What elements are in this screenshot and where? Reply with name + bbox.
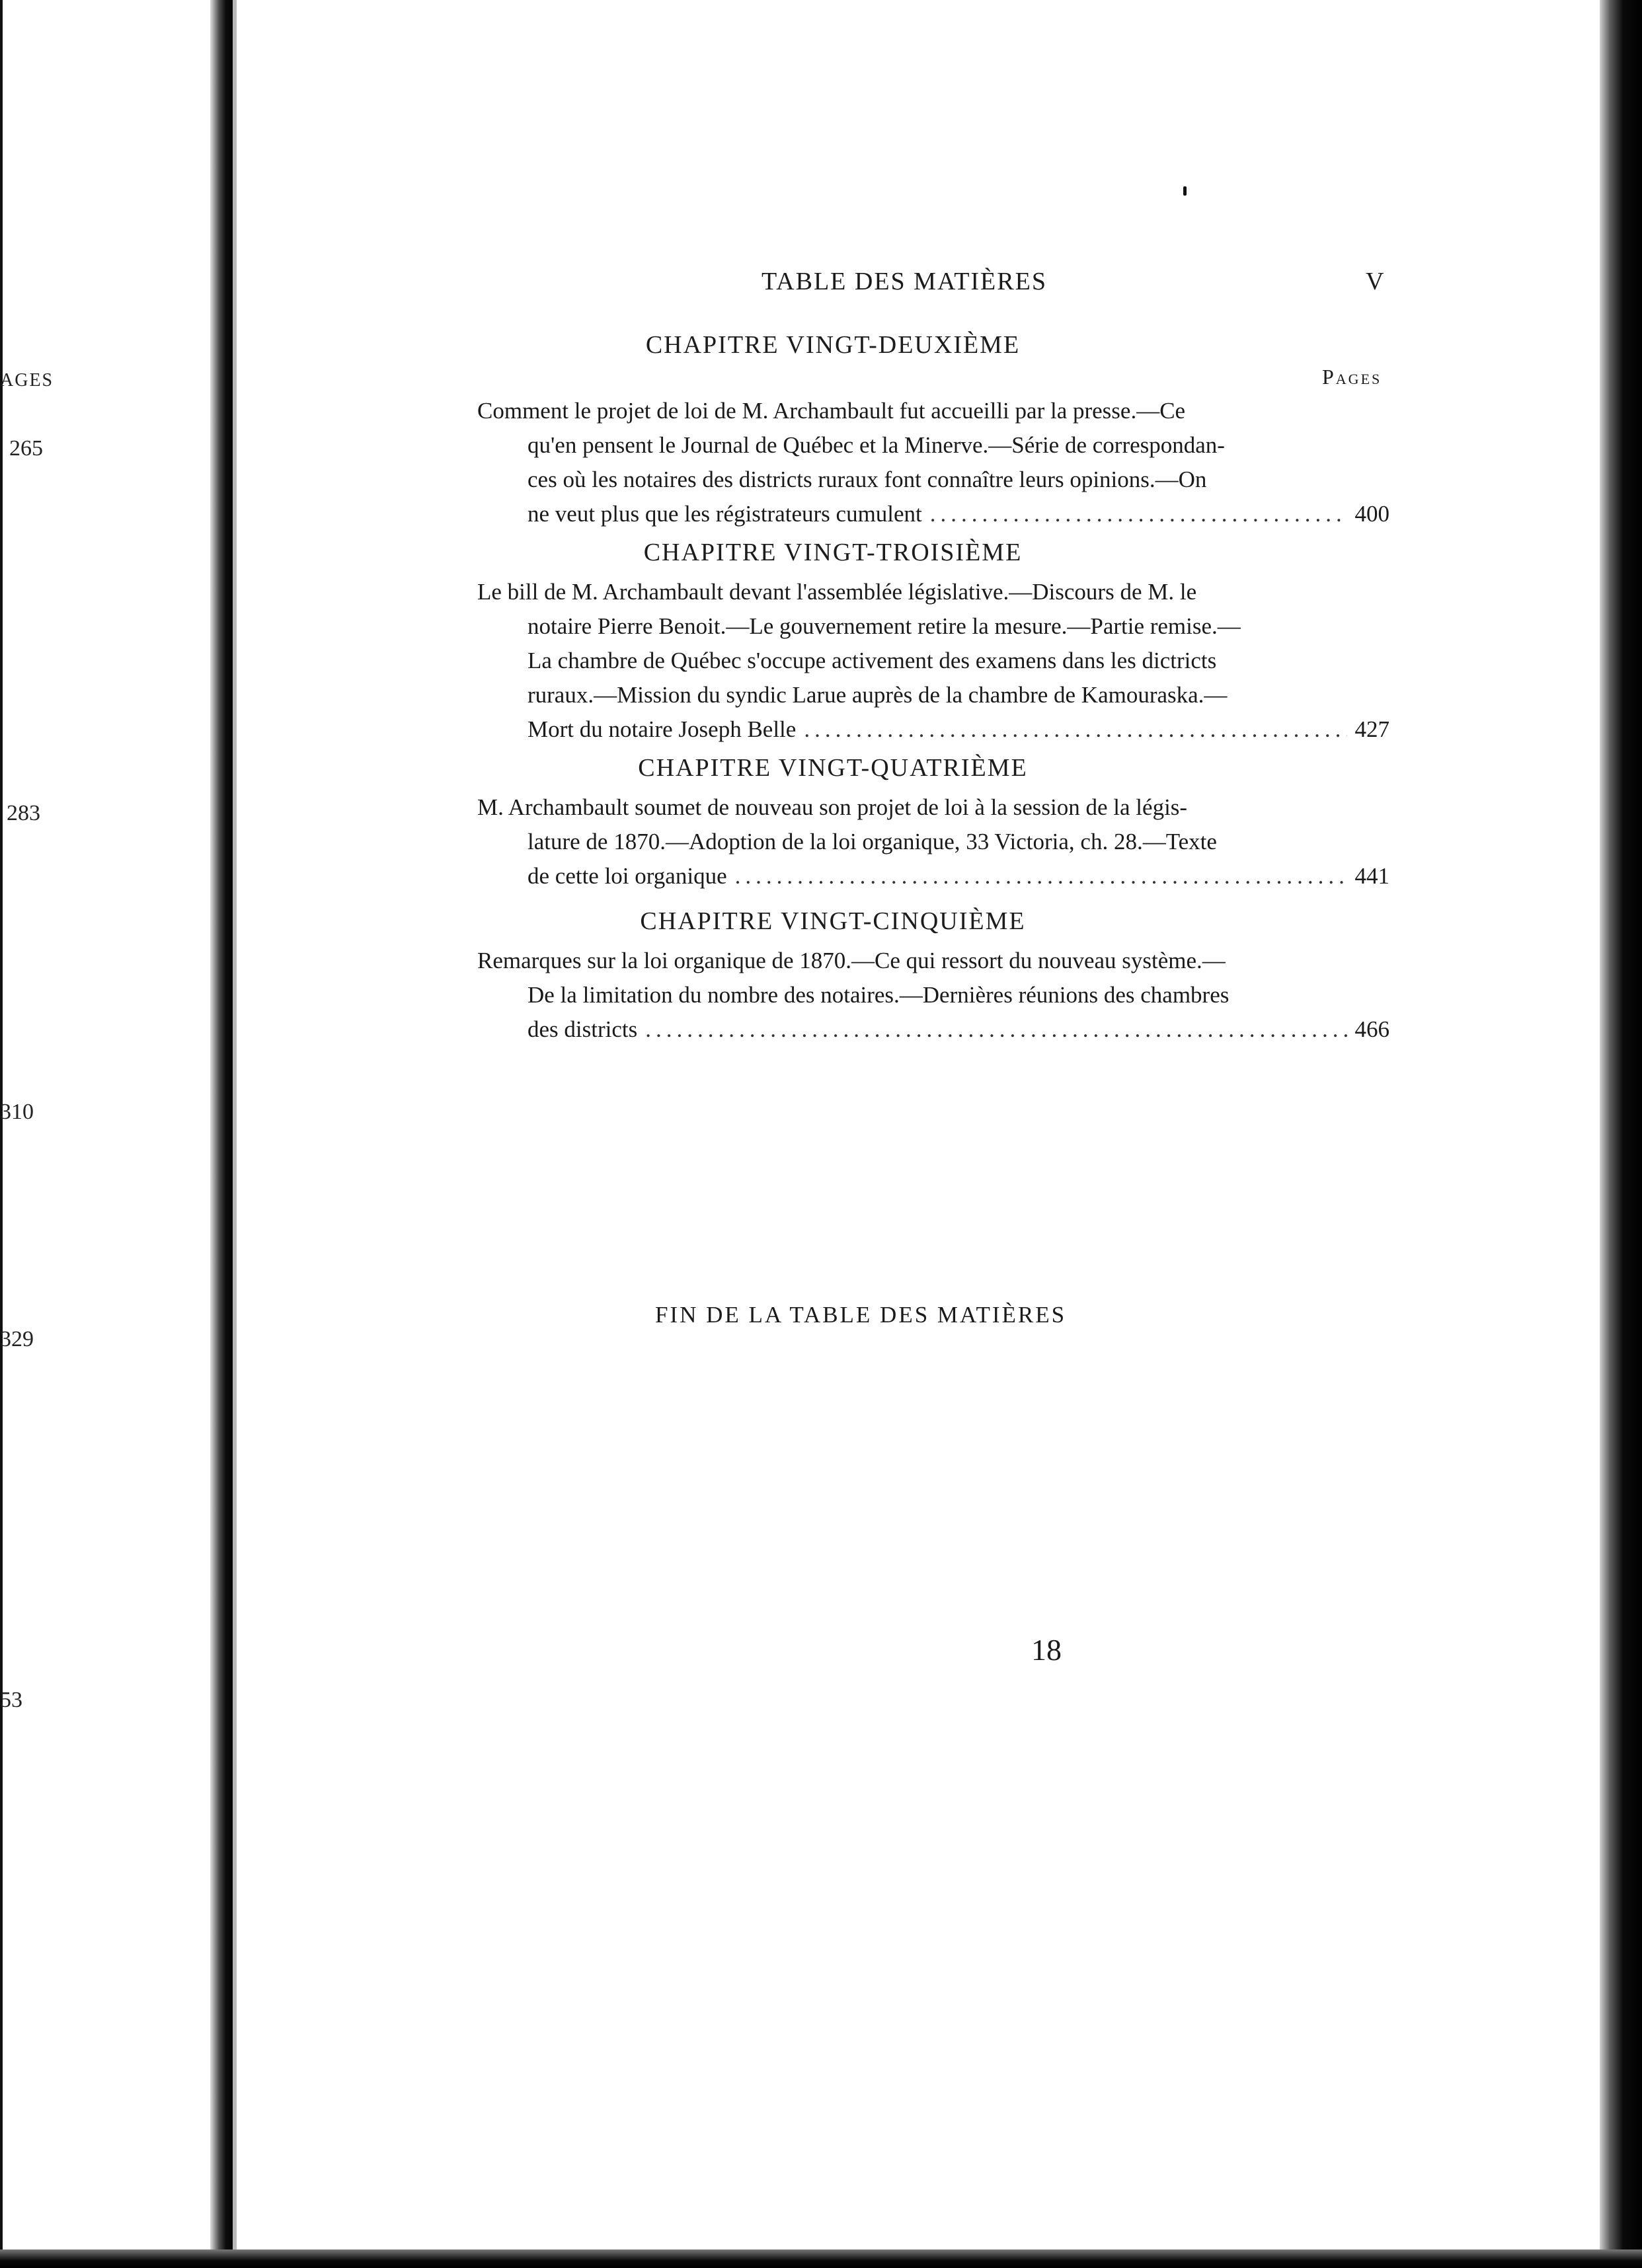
summary-line: ne veut plus que les régistrateurs cumulent — [528, 501, 922, 527]
chapter-summary — [477, 394, 1389, 531]
chapter-summary — [477, 790, 1389, 893]
prev-page-number: 329 — [0, 1327, 34, 1351]
book-gutter-shadow — [233, 0, 237, 2268]
chapter-title: CHAPITRE VINGT-TROISIÈME — [643, 539, 1023, 566]
summary-line: La chambre de Québec s'occupe activement des examens dans les dictricts — [528, 648, 1217, 673]
scan-edge-bottom — [0, 2249, 1642, 2268]
chapter-summary — [477, 944, 1389, 1047]
summary-line: notaire Pierre Benoit.—Le gouvernement retire la mesure.—Partie remise.— — [528, 613, 1241, 639]
summary-line: qu'en pensent le Journal de Québec et la Minerve.—Série de correspondan- — [528, 432, 1225, 458]
page-reference: 466 — [1354, 1016, 1389, 1042]
summary-last-line — [528, 712, 1389, 747]
page-reference: 400 — [1354, 501, 1389, 527]
dot-leader — [930, 497, 1347, 531]
prev-page-number: 310 — [0, 1100, 34, 1124]
book-gutter — [210, 0, 233, 2268]
dot-leader — [735, 859, 1347, 893]
scan-edge-right — [1600, 0, 1642, 2268]
summary-line: De la limitation du nombre des notaires.—Dernières réunions des chambres — [528, 982, 1230, 1008]
chapter-title: CHAPITRE VINGT-QUATRIÈME — [638, 754, 1028, 782]
ink-speck — [1183, 186, 1187, 196]
chapter-title: CHAPITRE VINGT-DEUXIÈME — [645, 331, 1021, 359]
running-title: TABLE DES MATIÈRES — [762, 268, 1047, 295]
running-page-number: V — [1366, 268, 1384, 295]
end-note: FIN DE LA TABLE DES MATIÈRES — [654, 1302, 1067, 1328]
prev-page-number: 53 — [0, 1688, 22, 1712]
summary-last-line — [528, 859, 1389, 893]
page-reference: 441 — [1354, 863, 1389, 889]
dot-leader — [804, 712, 1347, 747]
signature-mark: 18 — [1031, 1633, 1062, 1667]
prev-page-header: AGES — [0, 370, 54, 391]
chapter-title: CHAPITRE VINGT-CINQUIÈME — [640, 907, 1026, 935]
page-reference: 427 — [1354, 716, 1389, 742]
prev-page-number: 265 — [9, 436, 43, 461]
summary-line: ces où les notaires des districts ruraux font connaître leurs opinions.—On — [528, 467, 1207, 492]
summary-line: Mort du notaire Joseph Belle — [528, 716, 797, 742]
summary-line: Comment le projet de loi de M. Archambault fut accueilli par la presse.—Ce — [477, 398, 1186, 424]
prev-page-number: 283 — [7, 801, 40, 825]
summary-line: de cette loi organique — [528, 863, 727, 889]
dot-leader — [645, 1012, 1347, 1047]
summary-line: M. Archambault soumet de nouveau son projet de loi à la session de la légis- — [477, 794, 1188, 820]
chapter-summary — [477, 575, 1389, 747]
summary-line: Le bill de M. Archambault devant l'assemblée législative.—Discours de M. le — [477, 579, 1197, 605]
summary-line: ruraux.—Mission du syndic Larue auprès de la chambre de Kamouraska.— — [528, 682, 1228, 708]
summary-line: Remarques sur la loi organique de 1870.—Ce qui ressort du nouveau système.— — [477, 948, 1226, 973]
pages-label: Pages — [1322, 365, 1382, 389]
summary-line: lature de 1870.—Adoption de la loi organique, 33 Victoria, ch. 28.—Texte — [528, 829, 1217, 854]
summary-last-line — [528, 1012, 1389, 1047]
summary-last-line — [528, 497, 1389, 531]
scan-edge-left — [0, 0, 3, 2268]
summary-line: des districts — [528, 1016, 638, 1042]
